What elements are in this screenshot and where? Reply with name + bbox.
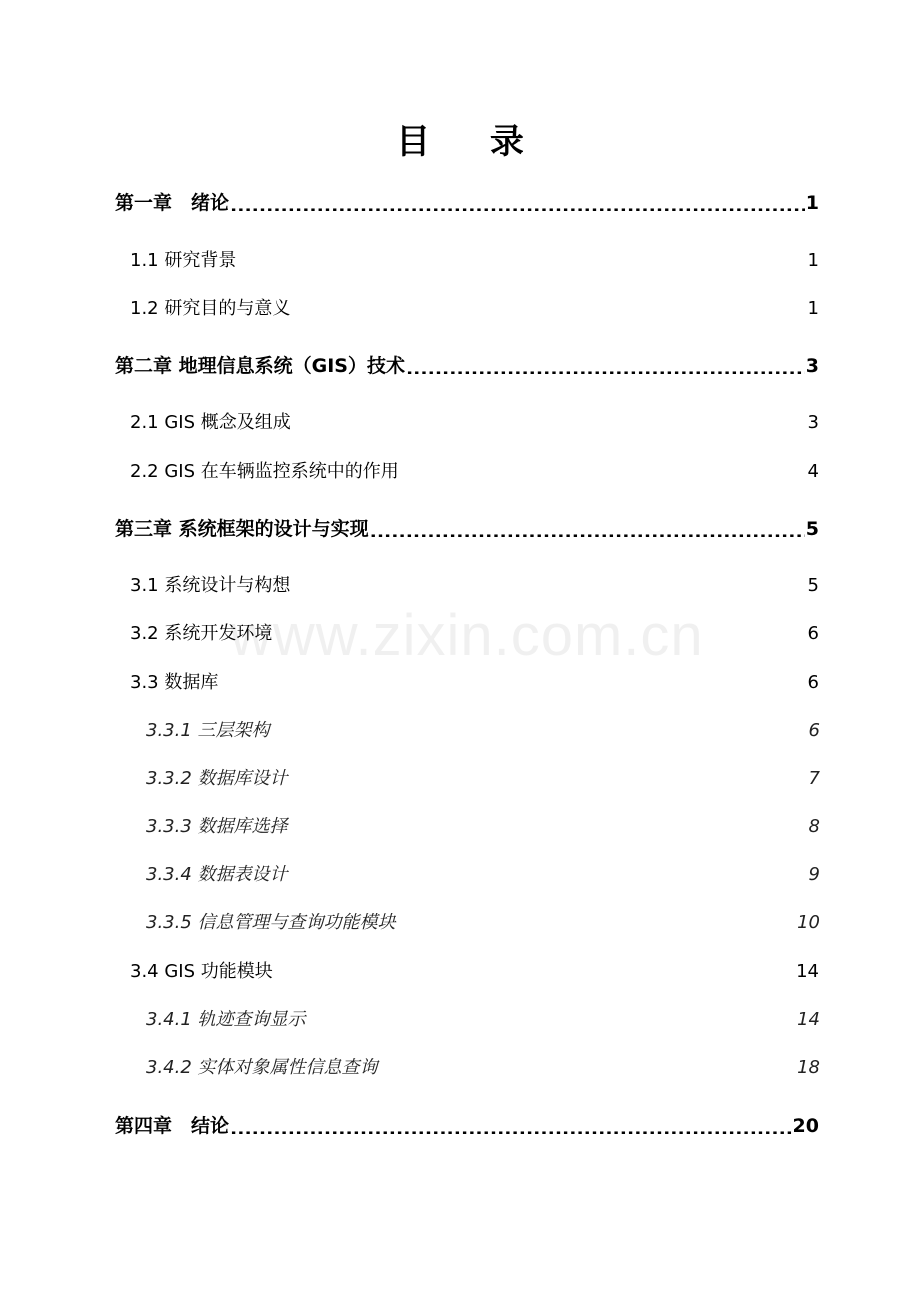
toc-entry-page: 14 [796, 961, 819, 982]
toc-entry-2-1[interactable] [130, 409, 819, 437]
dot-leader [274, 966, 795, 979]
dot-leader [271, 725, 808, 738]
toc-entry-chapter-1[interactable] [115, 189, 819, 217]
toc-entry-label: 第一章 绪论 [115, 192, 230, 214]
dot-leader [289, 773, 808, 786]
dot-leader [292, 417, 807, 430]
dot-leader [291, 303, 806, 316]
toc-entry-label: 3.2 系统开发环境 [130, 623, 273, 644]
toc-entry-page: 9 [808, 864, 820, 885]
toc-entry-label: 1.1 研究背景 [130, 250, 237, 271]
dot-leader [379, 1062, 797, 1075]
toc-entry-label: 3.1 系统设计与构想 [130, 575, 291, 596]
dot-leader [397, 917, 797, 930]
toc-entry-page: 5 [807, 575, 819, 596]
toc-entry-chapter-3[interactable] [115, 515, 819, 543]
toc-entry-page: 6 [807, 623, 819, 644]
toc-entry-3-4-1[interactable] [146, 1006, 820, 1034]
toc-entry-page: 10 [797, 912, 820, 933]
toc-entry-3-3-2[interactable] [146, 765, 820, 793]
toc-entry-3-3-1[interactable] [146, 717, 820, 745]
toc-entry-label: 3.3.1 三层架构 [146, 720, 270, 741]
toc-entry-3-3[interactable] [130, 669, 819, 697]
toc-entry-2-2[interactable] [130, 458, 819, 486]
toc-entry-page: 8 [808, 816, 820, 837]
toc-entry-3-3-4[interactable] [146, 861, 820, 889]
toc-entry-page: 1 [805, 192, 819, 214]
toc-entry-3-3-3[interactable] [146, 813, 820, 841]
dot-leader [291, 580, 806, 593]
dot-leader [307, 1014, 797, 1027]
toc-entry-page: 3 [805, 355, 819, 377]
toc-entry-label: 第二章 地理信息系统（GIS）技术 [115, 355, 405, 377]
toc-entry-3-1[interactable] [130, 572, 819, 600]
toc-entry-label: 3.4.2 实体对象属性信息查询 [146, 1057, 378, 1078]
toc-entry-label: 3.3.2 数据库设计 [146, 768, 288, 789]
toc-entry-label: 3.3.4 数据表设计 [146, 864, 288, 885]
toc-entry-page: 14 [797, 1009, 820, 1030]
toc-entry-page: 5 [805, 518, 819, 540]
dot-leader [273, 628, 806, 641]
toc-entry-page: 7 [808, 768, 820, 789]
toc-entry-1-1[interactable] [130, 247, 819, 275]
dot-leader [237, 255, 806, 268]
toc-entry-label: 3.4 GIS 功能模块 [130, 961, 273, 982]
dot-leader [230, 192, 805, 211]
toc-entry-page: 1 [807, 250, 819, 271]
toc-entry-page: 6 [808, 720, 820, 741]
toc-entry-page: 1 [807, 298, 819, 319]
toc-entry-label: 3.4.1 轨迹查询显示 [146, 1009, 306, 1030]
dot-leader [406, 355, 805, 374]
toc-entry-page: 20 [792, 1115, 819, 1137]
toc-entry-label: 1.2 研究目的与意义 [130, 298, 291, 319]
dot-leader [289, 869, 808, 882]
toc-entry-page: 4 [807, 461, 819, 482]
toc-entry-label: 第三章 系统框架的设计与实现 [115, 518, 369, 540]
dot-leader [289, 821, 808, 834]
toc-entry-label: 3.3.3 数据库选择 [146, 816, 288, 837]
toc-entry-3-2[interactable] [130, 620, 819, 648]
toc-entry-3-4[interactable] [130, 958, 819, 986]
toc-entry-label: 2.1 GIS 概念及组成 [130, 412, 291, 433]
toc-entry-label: 第四章 结论 [115, 1115, 230, 1137]
toc-entry-page: 3 [807, 412, 819, 433]
toc-entry-label: 3.3 数据库 [130, 672, 219, 693]
dot-leader [219, 677, 806, 690]
toc-entry-1-2[interactable] [130, 295, 819, 323]
toc-entry-chapter-2[interactable] [115, 352, 819, 380]
toc-entry-3-4-2[interactable] [146, 1054, 820, 1082]
toc-entry-label: 3.3.5 信息管理与查询功能模块 [146, 912, 396, 933]
page-title: 目 录 [396, 122, 548, 162]
toc-entry-label: 2.2 GIS 在车辆监控系统中的作用 [130, 461, 399, 482]
toc-entry-page: 6 [807, 672, 819, 693]
dot-leader [370, 518, 805, 537]
toc-entry-page: 18 [797, 1057, 820, 1078]
toc-entry-3-3-5[interactable] [146, 909, 820, 937]
toc-entry-chapter-4[interactable] [115, 1112, 819, 1140]
dot-leader [400, 466, 807, 479]
dot-leader [230, 1115, 792, 1134]
watermark: www.zixin.com.cn [230, 603, 704, 668]
